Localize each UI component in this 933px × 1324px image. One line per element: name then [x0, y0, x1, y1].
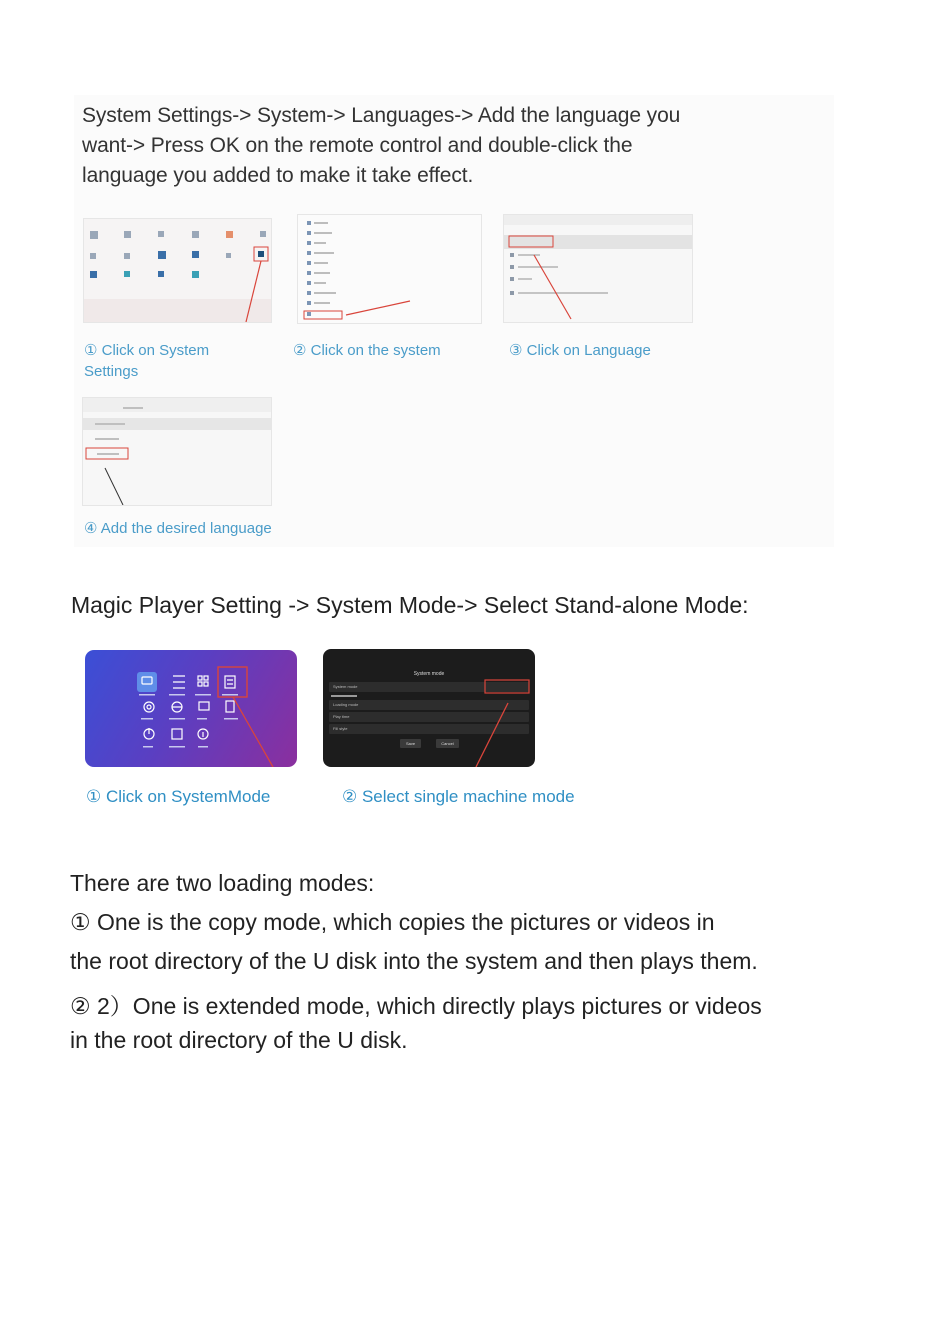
loading-mode-copy-line-1: ① One is the copy mode, which copies the pictures or videos in [70, 909, 715, 935]
screenshot-app-grid [83, 218, 272, 323]
dialog-cancel-button[interactable]: Cancel [436, 739, 459, 748]
step4-caption [84, 518, 272, 539]
mode-step1-caption: ① Click on SystemMode [86, 787, 271, 806]
screenshot-system-mode-dialog [323, 649, 535, 767]
loading-mode-extended-line-1: ② 2）One is extended mode, which directly plays pictures or videos [70, 993, 762, 1019]
loading-mode-extended-line-2: in the root directory of the U disk. [70, 1027, 408, 1053]
step2-caption-line-1: ② Click on the system [293, 342, 441, 359]
languages-illustration [83, 398, 271, 505]
step3-caption [509, 340, 651, 361]
step1-caption-line-1: ① Click on System [84, 342, 210, 359]
step1-caption-line-2: Settings [84, 363, 139, 380]
instruction-line-1: System Settings-> System-> Languages-> Add the language you [82, 104, 681, 127]
system-list-illustration [298, 215, 481, 323]
step1-caption [84, 340, 209, 382]
step2-caption [293, 340, 441, 361]
system-mode-dialog-title: System mode [413, 671, 445, 677]
mode-step2-caption: ② Select single machine mode [342, 787, 575, 806]
screenshot-system-menu [503, 214, 693, 323]
dialog-row-play-time-label: Play time [333, 714, 350, 719]
loading-modes-intro: There are two loading modes: [70, 870, 375, 896]
dialog-row-loading-mode-label: Loading mode [333, 702, 359, 707]
dialog-row-system-mode-label: System mode [333, 684, 358, 689]
step4-caption-line-1: ④ Add the desired language [84, 520, 272, 537]
app-grid-illustration [84, 219, 271, 322]
magic-player-title: Magic Player Setting -> System Mode-> Select Stand-alone Mode: [71, 592, 749, 618]
instruction-line-3: language you added to make it take effect. [82, 164, 474, 187]
screenshot-languages [82, 397, 272, 506]
step3-caption-line-1: ③ Click on Language [509, 342, 651, 359]
dialog-save-button[interactable]: Save [400, 739, 421, 748]
loading-mode-copy-line-2: the root directory of the U disk into the system and then plays them. [70, 948, 758, 974]
screenshot-magic-player-grid [85, 650, 297, 767]
system-menu-illustration [504, 215, 692, 322]
instruction-line-2: want-> Press OK on the remote control and double-click the [82, 134, 633, 157]
system-mode-highlight [323, 649, 535, 767]
screenshot-system-list [297, 214, 482, 324]
dialog-row-fill-style-label: Fill style [333, 726, 348, 731]
magic-player-grid-illustration [85, 650, 297, 767]
